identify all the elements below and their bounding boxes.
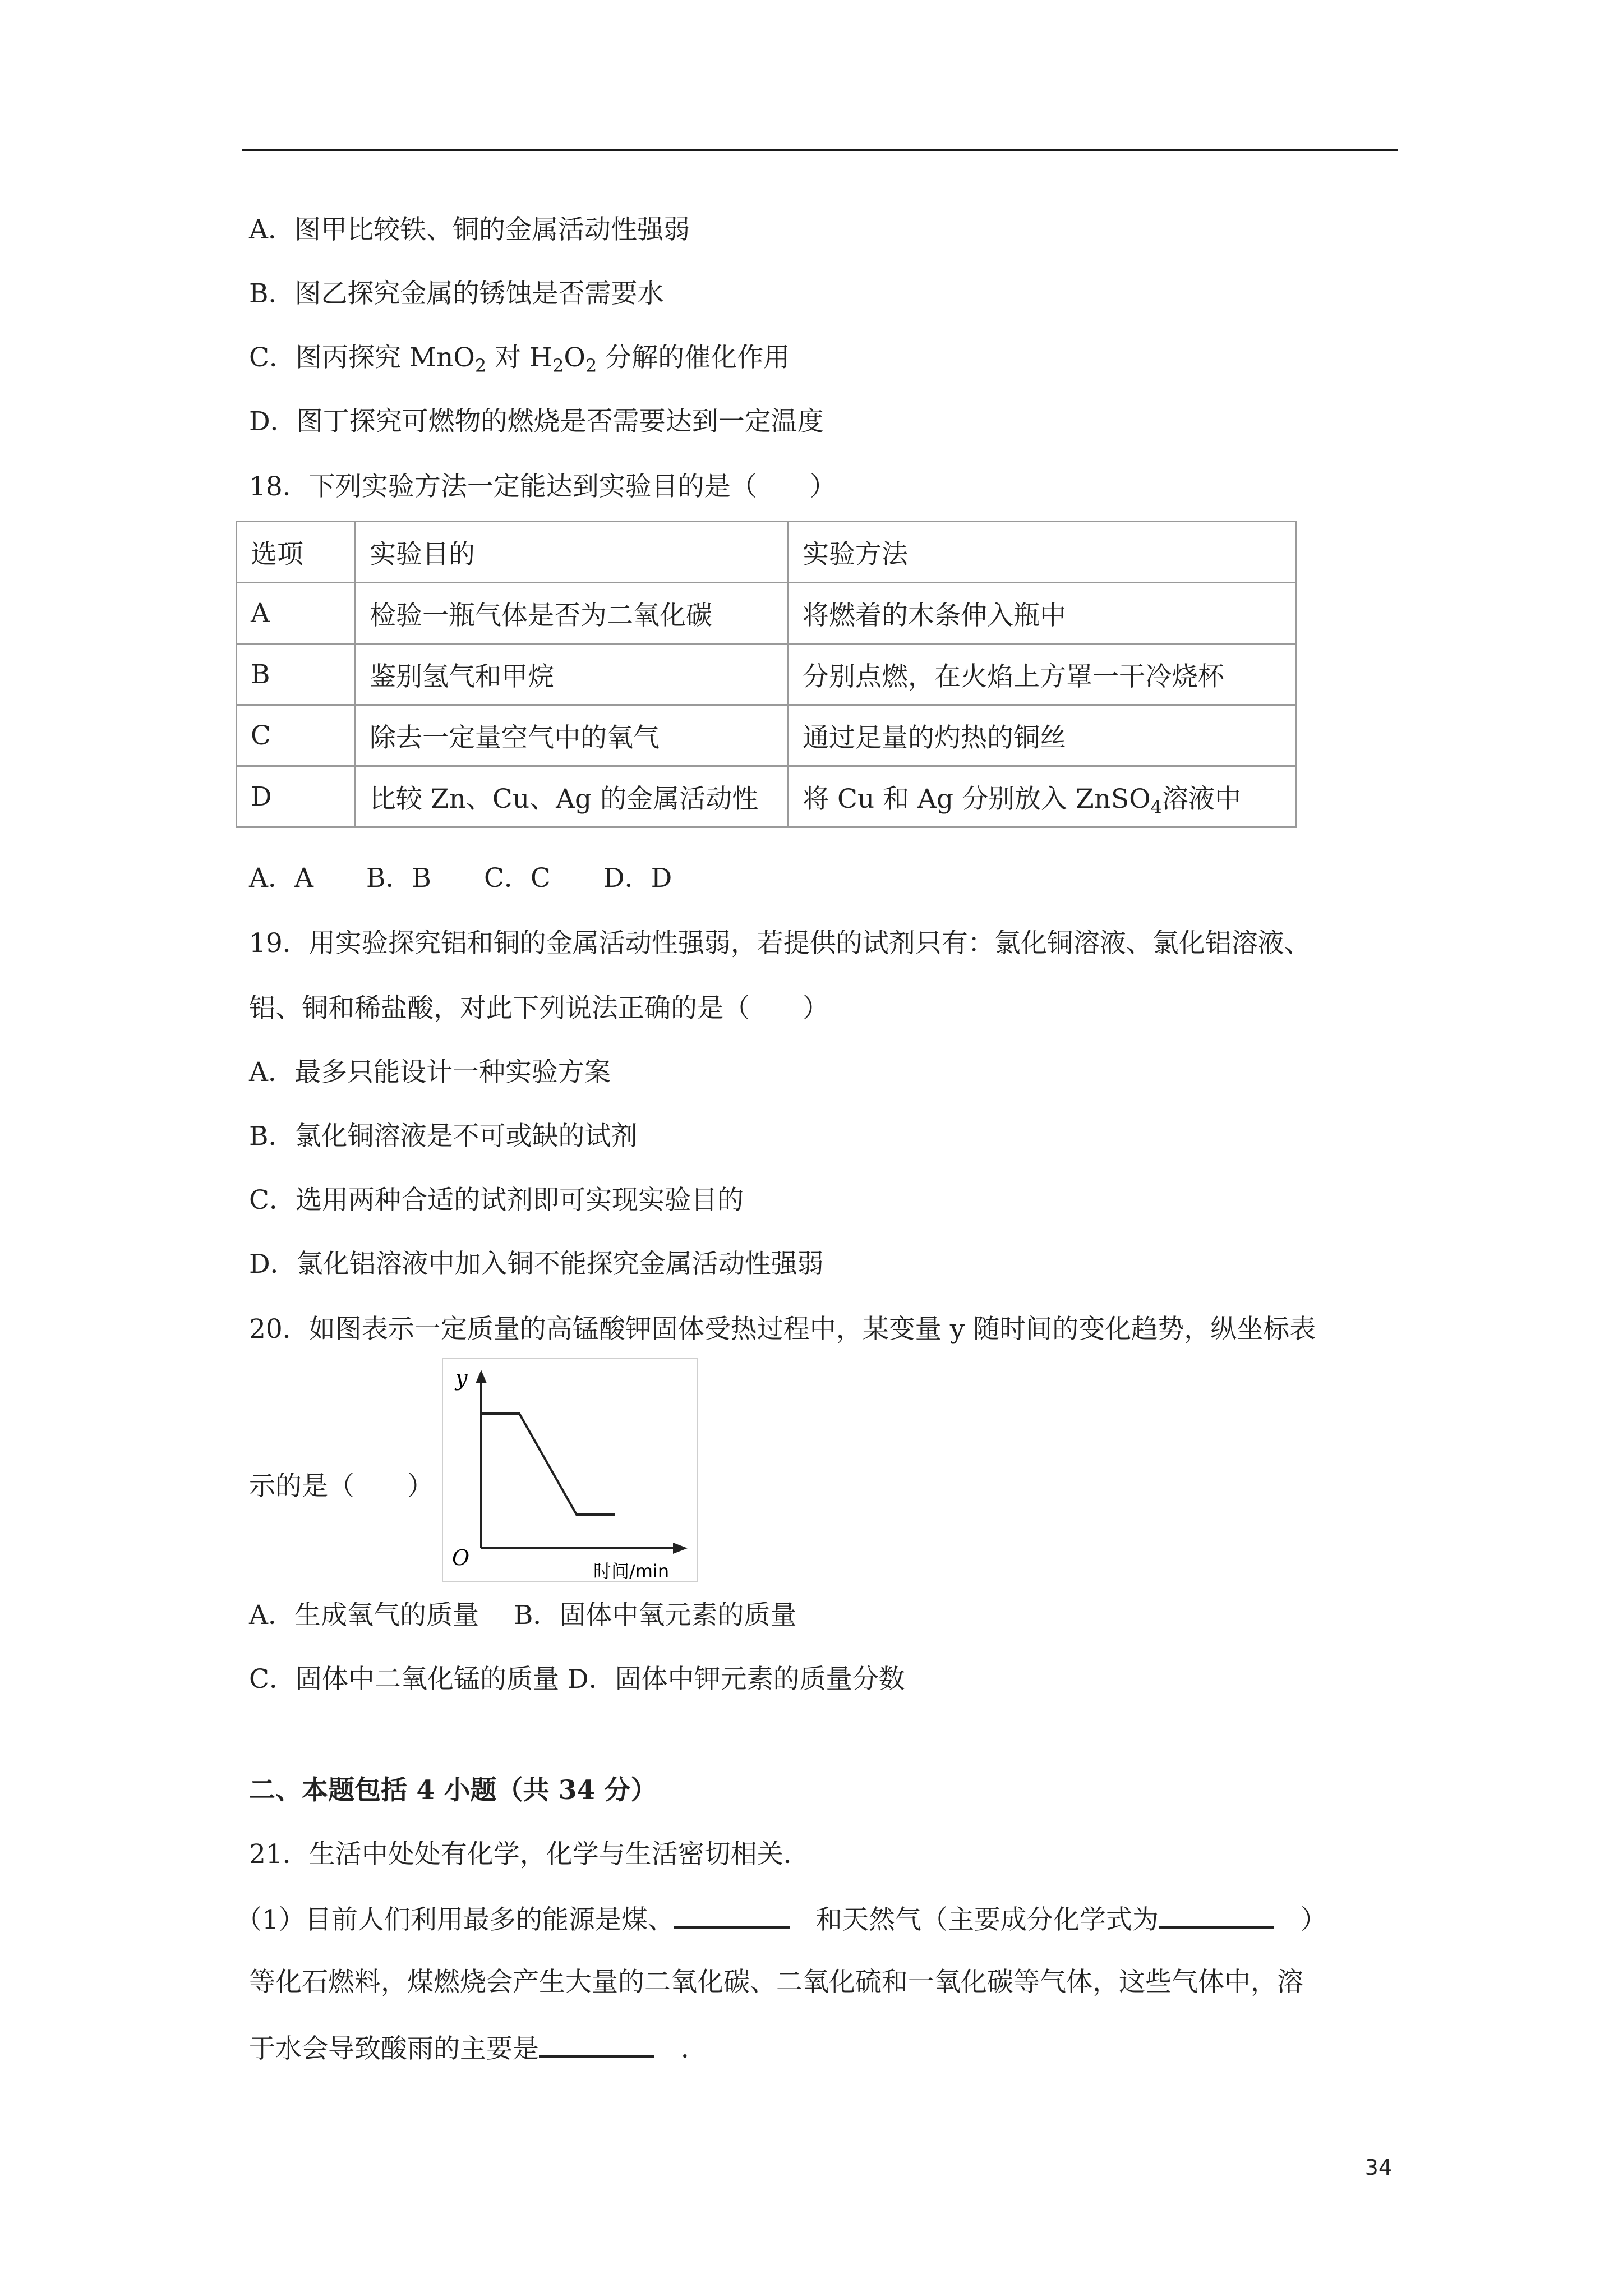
q19-option-b: B．氯化铜溶液是不可或缺的试剂 [249,1121,638,1152]
q19-option-d: D．氯化铝溶液中加入铜不能探究金属活动性强弱 [249,1249,824,1280]
q17-option-b: B．图乙探究金属的锈蚀是否需要水 [249,278,664,309]
q19-option-c: C．选用两种合适的试剂即可实现实验目的 [249,1185,744,1216]
table-cell: B [237,644,356,705]
q17-option-c: C．图丙探究 MnO$_2$ 对 $H_2O_2$ 分解的催化作用 [249,342,790,376]
series-line [481,1414,615,1515]
y-axis-arrow [476,1370,487,1383]
table-cell: 将燃着的木条伸入瓶中 [789,583,1297,644]
answer-blank[interactable] [1159,1902,1274,1929]
answer-blank[interactable] [539,2031,654,2058]
q21-part1-line2: 等化石燃料，煤燃烧会产生大量的二氧化碳、二氧化硫和一氧化碳等气体，这些气体中，溶 [249,1967,1303,1998]
section-title: 二、本题包括 4 小题（共 34 分） [249,1775,657,1806]
q21-part1-line3: 于水会导致酸雨的主要是 ． [249,2031,707,2066]
table-cell: 比较 Zn、Cu、Ag 的金属活动性 [356,766,789,827]
origin-label: O [452,1545,470,1570]
table-row [237,583,1297,644]
table-cell: 将 Cu 和 Ag 分别放入 ZnSO$_4$溶液中 [789,766,1297,827]
header-rule [242,149,1398,151]
page-number: 34 [1364,2155,1392,2180]
q17-option-a: A．图甲比较铁、铜的金属活动性强弱 [249,214,690,245]
q20-options-line2: C．固体中二氧化锰的质量 D．固体中钾元素的质量分数 [249,1664,905,1695]
q19-stem-line2: 铝、铜和稀盐酸，对此下列说法正确的是（ ） [249,993,829,1024]
table-cell: D [237,766,356,827]
table-header-cell: 实验方法 [789,522,1297,583]
q19-stem-line1: 19．用实验探究铝和铜的金属活动性强弱，若提供的试剂只有：氯化铜溶液、氯化铝溶液、 [249,928,1311,959]
table-cell: 检验一瓶气体是否为二氧化碳 [356,583,789,644]
table-cell: 鉴别氢气和甲烷 [356,644,789,705]
x-axis-label: 时间/min [593,1561,670,1582]
table-row [237,705,1297,766]
q18-answers: A．A B．B C．C D．D [249,863,672,894]
q21-stem: 21．生活中处处有化学，化学与生活密切相关． [249,1839,810,1870]
table-cell: 除去一定量空气中的氧气 [356,705,789,766]
q21-part1-line1: （1）目前人们利用最多的能源是煤、 和天然气（主要成分化学式为 ） [236,1902,1327,1937]
answer-blank[interactable] [674,1902,790,1929]
table-header-cell: 选项 [237,522,356,583]
table-cell: 通过足量的灼热的铜丝 [789,705,1297,766]
table-cell: A [237,583,356,644]
q18-stem: 18．下列实验方法一定能达到实验目的是（ ） [249,471,836,502]
x-axis-arrow [673,1543,688,1554]
table-header-cell: 实验目的 [356,522,789,583]
q17-option-d: D．图丁探究可燃物的燃烧是否需要达到一定温度 [249,406,824,437]
table-row [237,766,1297,827]
q20-stem-line2: 示的是（ ） [249,1471,434,1502]
y-axis-label: y [455,1366,468,1391]
q20-stem-line1: 20．如图表示一定质量的高锰酸钾固体受热过程中，某变量 y 随时间的变化趋势，纵坐标表 [249,1314,1316,1345]
q18-table [236,521,1297,828]
table-cell: C [237,705,356,766]
table-cell: 分别点燃，在火焰上方罩一干冷烧杯 [789,644,1297,705]
table-header-row [237,522,1297,583]
q20-chart [442,1358,698,1582]
q20-options-line1: A．生成氧气的质量 B．固体中氧元素的质量 [249,1600,797,1631]
table-row [237,644,1297,705]
q19-option-a: A．最多只能设计一种实验方案 [249,1057,611,1088]
